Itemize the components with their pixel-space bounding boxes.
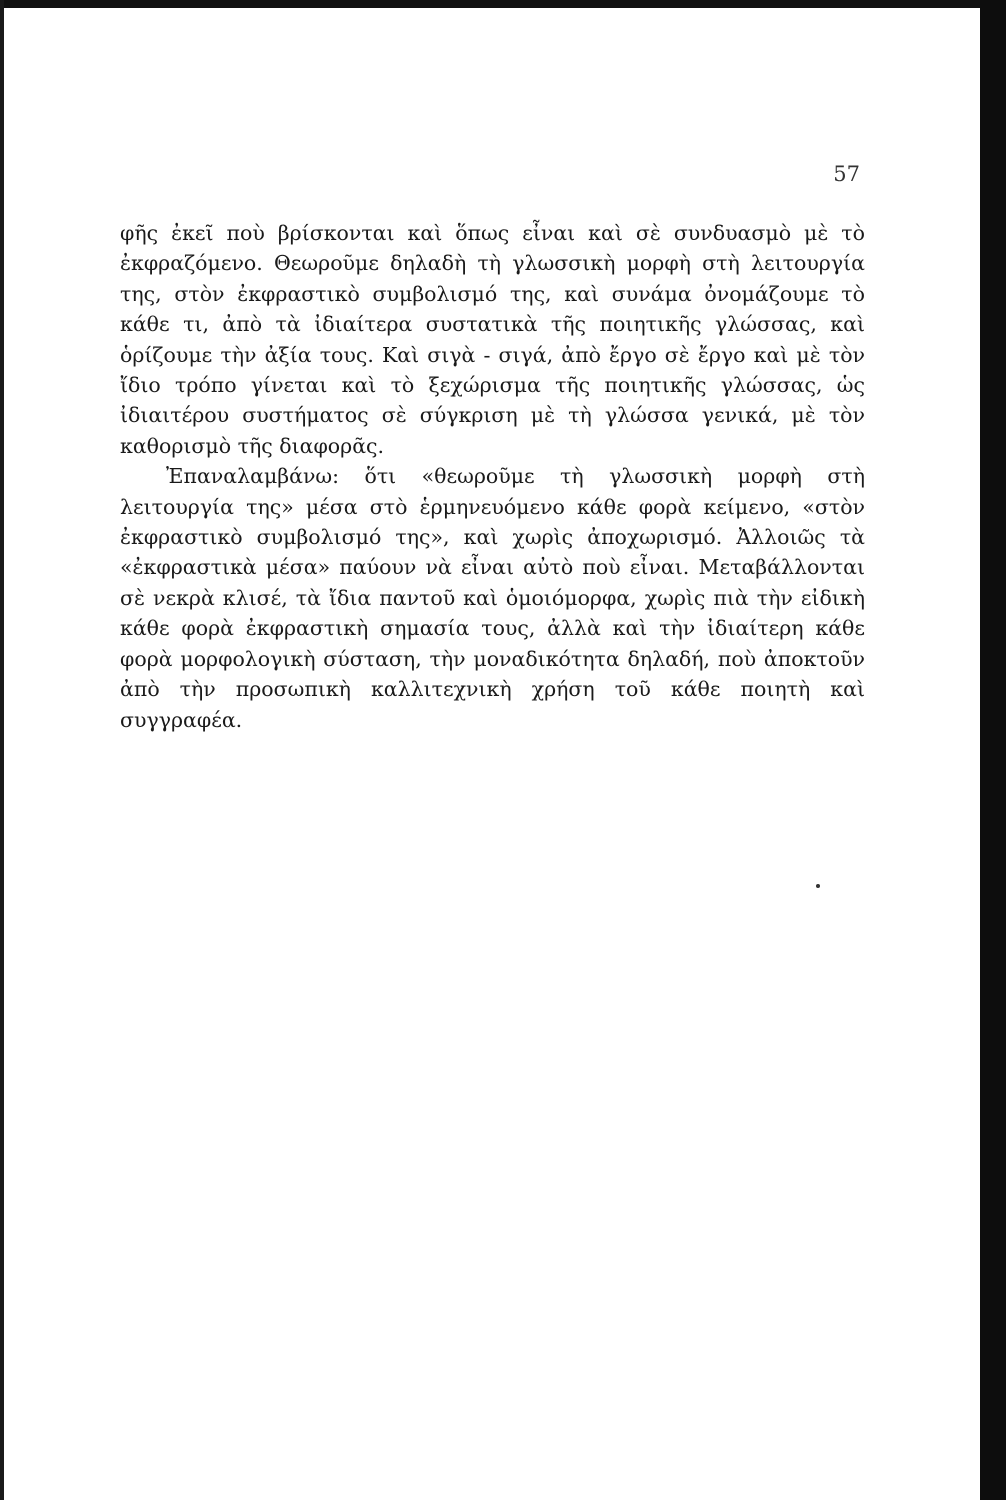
- paragraph-1: φῆς ἐκεῖ ποὺ βρίσκονται καὶ ὅπως εἶναι καὶ σὲ συνδυασμὸ μὲ τὸ ἐκφραζόμενο. Θεωροῦμε δηλαδὴ τὴ γλωσσικὴ μορφὴ στὴ λειτουργία της, στὸν ἐκφραστικὸ συμβολισμό της, καὶ συνάμα ὀνομάζουμε τὸ κάθε τι, ἀπὸ τὰ ἰδιαίτερα συστατικὰ τῆς ποιητικῆς γλώσσας, καὶ ὁρίζουμε τὴν ἀξία τους. Καὶ σιγὰ - σιγά, ἀπὸ ἔργο σὲ ἔργο καὶ μὲ τὸν ἴδιο τρόπο γίνεται καὶ τὸ ξεχώρισμα τῆς ποιητικῆς γλώσσας, ὡς ἰδιαιτέρου συστήματος σὲ σύγκριση μὲ τὴ γλώσσα γενικά, μὲ τὸν καθορισμὸ τῆς διαφορᾶς.: [120, 221, 865, 458]
- scan-border-top: [0, 0, 980, 8]
- page-number: 57: [833, 162, 860, 186]
- scan-border-left: [0, 0, 4, 1500]
- paragraph-2: Ἐπαναλαμβάνω: ὅτι «θεωροῦμε τὴ γλωσσικὴ μορφὴ στὴ λειτουργία της» μέσα στὸ ἑρμηνευόμενο κάθε φορὰ κείμενο, «στὸν ἐκφραστικὸ συμβολισμό της», καὶ χωρὶς ἀποχωρισμό. Ἀλλοιῶς τὰ «ἐκφραστικὰ μέσα» παύουν νὰ εἶναι αὐτὸ ποὺ εἶναι. Μεταβάλλονται σὲ νεκρὰ κλισέ, τὰ ἴδια παντοῦ καὶ ὁμοιόμορφα, χωρὶς πιὰ τὴν εἰδικὴ κάθε φορὰ ἐκφραστικὴ σημασία τους, ἀλλὰ καὶ τὴν ἰδιαίτερη κάθε φορὰ μορφολογικὴ σύσταση, τὴν μοναδικότητα δηλαδή, ποὺ ἀποκτοῦν ἀπὸ τὴν προσωπικὴ καλλιτεχνικὴ χρήση τοῦ κάθε ποιητὴ καὶ συγγραφέα.: [120, 464, 865, 732]
- body-text: [120, 218, 865, 735]
- scan-speck: [816, 884, 820, 888]
- scan-border-right: [980, 0, 1006, 1500]
